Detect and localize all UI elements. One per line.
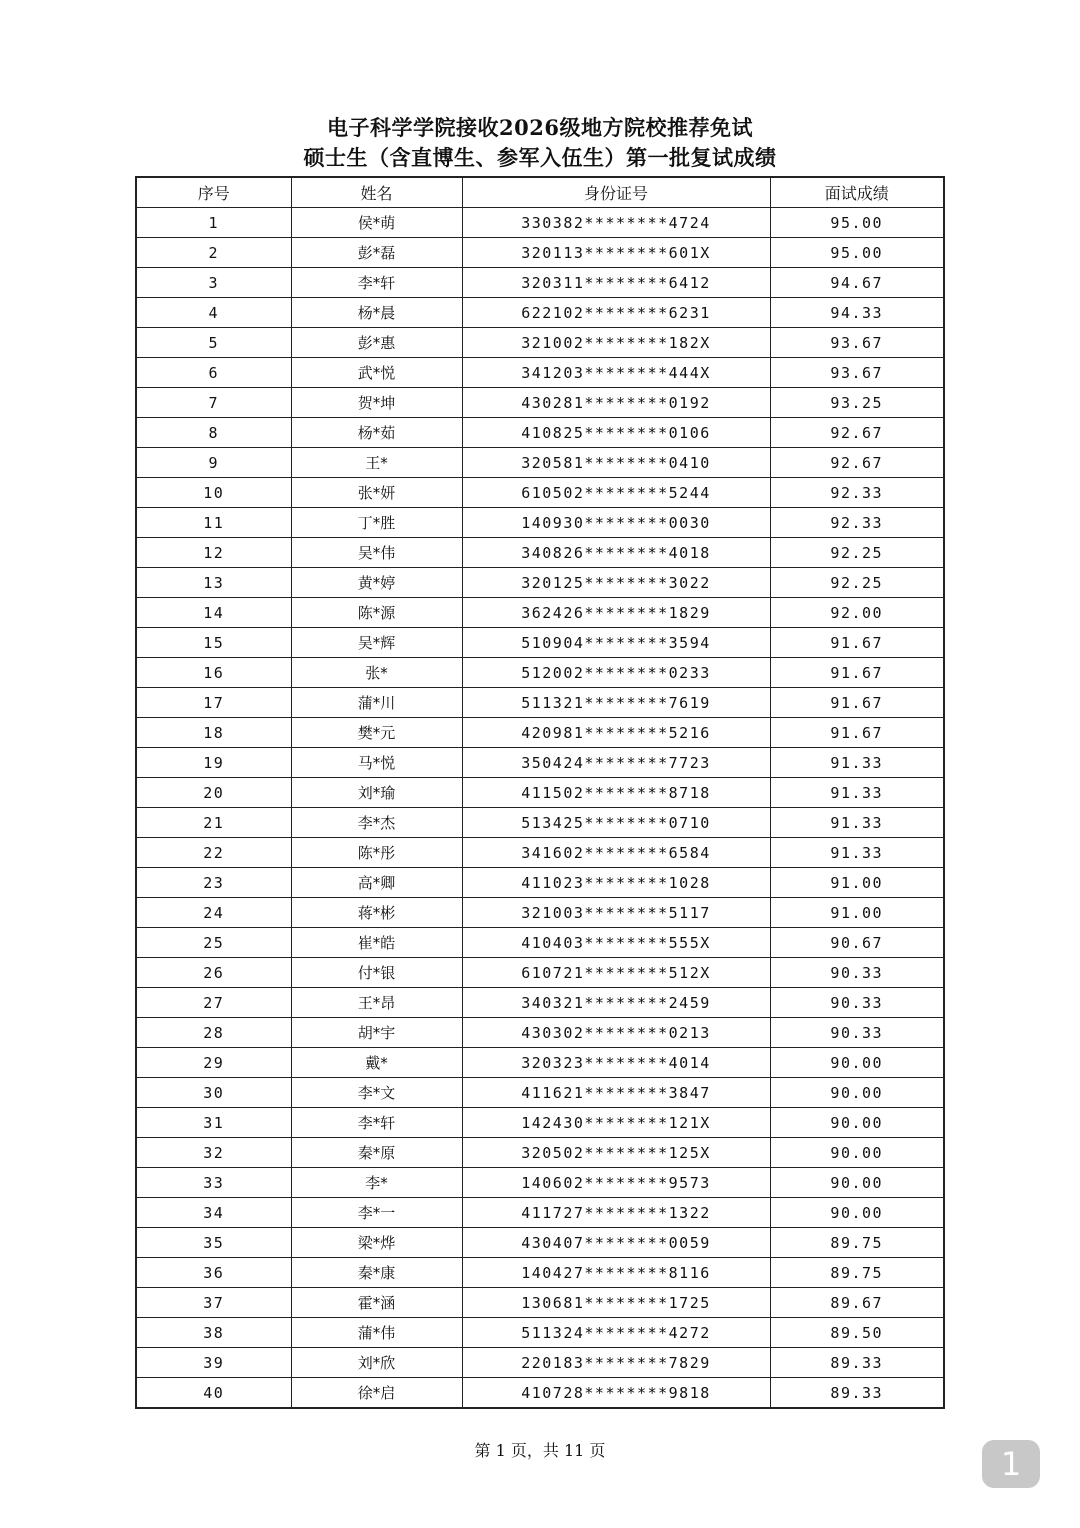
- table-row: [136, 838, 944, 868]
- cell-id-number: 513425********0710: [462, 808, 770, 838]
- document-title-line2: 硕士生（含直博生、参军入伍生）第一批复试成绩: [303, 145, 777, 170]
- cell-id-number: 410825********0106: [462, 418, 770, 448]
- cell-id-number: 430407********0059: [462, 1228, 770, 1258]
- cell-id-number: 430281********0192: [462, 388, 770, 418]
- table-row: [136, 238, 944, 268]
- table-row: [136, 748, 944, 778]
- cell-id-number: 321003********5117: [462, 898, 770, 928]
- cell-name: 贺*坤: [291, 388, 462, 418]
- cell-id-number: 411727********1322: [462, 1198, 770, 1228]
- cell-score: 91.00: [770, 898, 944, 928]
- cell-id-number: 142430********121X: [462, 1108, 770, 1138]
- cell-id-number: 350424********7723: [462, 748, 770, 778]
- header-id-number: 身份证号: [462, 177, 770, 208]
- cell-index: 30: [136, 1078, 291, 1108]
- cell-name: 高*卿: [291, 868, 462, 898]
- table-row: [136, 1258, 944, 1288]
- cell-index: 20: [136, 778, 291, 808]
- cell-name: 秦*原: [291, 1138, 462, 1168]
- cell-id-number: 320113********601X: [462, 238, 770, 268]
- cell-index: 16: [136, 658, 291, 688]
- table-row: [136, 328, 944, 358]
- cell-score: 91.67: [770, 688, 944, 718]
- cell-id-number: 610502********5244: [462, 478, 770, 508]
- cell-index: 21: [136, 808, 291, 838]
- cell-index: 17: [136, 688, 291, 718]
- table-row: [136, 298, 944, 328]
- cell-score: 90.00: [770, 1108, 944, 1138]
- table-row: [136, 808, 944, 838]
- cell-id-number: 411621********3847: [462, 1078, 770, 1108]
- cell-name: 张*: [291, 658, 462, 688]
- table-row: [136, 898, 944, 928]
- cell-index: 26: [136, 958, 291, 988]
- cell-name: 徐*启: [291, 1378, 462, 1409]
- cell-id-number: 511324********4272: [462, 1318, 770, 1348]
- cell-index: 34: [136, 1198, 291, 1228]
- cell-index: 28: [136, 1018, 291, 1048]
- cell-index: 38: [136, 1318, 291, 1348]
- cell-name: 张*妍: [291, 478, 462, 508]
- cell-index: 10: [136, 478, 291, 508]
- cell-name: 李*一: [291, 1198, 462, 1228]
- cell-index: 35: [136, 1228, 291, 1258]
- cell-score: 91.33: [770, 778, 944, 808]
- cell-name: 崔*皓: [291, 928, 462, 958]
- cell-index: 33: [136, 1168, 291, 1198]
- cell-score: 92.25: [770, 568, 944, 598]
- cell-index: 14: [136, 598, 291, 628]
- cell-id-number: 130681********1725: [462, 1288, 770, 1318]
- cell-score: 91.00: [770, 868, 944, 898]
- cell-name: 黄*婷: [291, 568, 462, 598]
- cell-id-number: 140427********8116: [462, 1258, 770, 1288]
- table-row: [136, 1018, 944, 1048]
- table-row: [136, 598, 944, 628]
- cell-score: 91.33: [770, 838, 944, 868]
- table-row: [136, 1108, 944, 1138]
- cell-id-number: 340826********4018: [462, 538, 770, 568]
- cell-name: 李*文: [291, 1078, 462, 1108]
- cell-score: 90.33: [770, 1018, 944, 1048]
- header-name: 姓名: [291, 177, 462, 208]
- cell-index: 40: [136, 1378, 291, 1409]
- cell-id-number: 512002********0233: [462, 658, 770, 688]
- cell-index: 22: [136, 838, 291, 868]
- cell-id-number: 341203********444X: [462, 358, 770, 388]
- cell-score: 90.00: [770, 1198, 944, 1228]
- cell-index: 25: [136, 928, 291, 958]
- score-table: [135, 176, 945, 1409]
- cell-name: 彭*磊: [291, 238, 462, 268]
- table-row: [136, 928, 944, 958]
- table-row: [136, 1288, 944, 1318]
- table-row: [136, 1168, 944, 1198]
- cell-index: 9: [136, 448, 291, 478]
- cell-index: 29: [136, 1048, 291, 1078]
- table-row: [136, 268, 944, 298]
- cell-index: 7: [136, 388, 291, 418]
- cell-name: 胡*宇: [291, 1018, 462, 1048]
- cell-id-number: 610721********512X: [462, 958, 770, 988]
- cell-index: 1: [136, 208, 291, 238]
- cell-score: 91.67: [770, 658, 944, 688]
- cell-id-number: 341602********6584: [462, 838, 770, 868]
- cell-score: 90.00: [770, 1078, 944, 1108]
- cell-score: 93.67: [770, 328, 944, 358]
- table-row: [136, 478, 944, 508]
- cell-score: 90.00: [770, 1138, 944, 1168]
- table-row: [136, 418, 944, 448]
- cell-index: 27: [136, 988, 291, 1018]
- cell-id-number: 320502********125X: [462, 1138, 770, 1168]
- cell-score: 89.50: [770, 1318, 944, 1348]
- cell-index: 12: [136, 538, 291, 568]
- cell-name: 蒲*伟: [291, 1318, 462, 1348]
- cell-id-number: 330382********4724: [462, 208, 770, 238]
- cell-id-number: 622102********6231: [462, 298, 770, 328]
- cell-name: 霍*涵: [291, 1288, 462, 1318]
- table-row: [136, 1348, 944, 1378]
- cell-score: 89.75: [770, 1228, 944, 1258]
- cell-name: 刘*欣: [291, 1348, 462, 1378]
- cell-index: 13: [136, 568, 291, 598]
- cell-score: 90.00: [770, 1168, 944, 1198]
- cell-index: 4: [136, 298, 291, 328]
- cell-index: 36: [136, 1258, 291, 1288]
- cell-name: 樊*元: [291, 718, 462, 748]
- cell-score: 90.67: [770, 928, 944, 958]
- cell-score: 94.67: [770, 268, 944, 298]
- table-row: [136, 538, 944, 568]
- cell-name: 马*悦: [291, 748, 462, 778]
- cell-score: 95.00: [770, 238, 944, 268]
- cell-id-number: 340321********2459: [462, 988, 770, 1018]
- cell-score: 92.33: [770, 478, 944, 508]
- cell-index: 32: [136, 1138, 291, 1168]
- cell-score: 89.75: [770, 1258, 944, 1288]
- table-row: [136, 868, 944, 898]
- table-row: [136, 388, 944, 418]
- table-row: [136, 778, 944, 808]
- cell-name: 吴*辉: [291, 628, 462, 658]
- cell-score: 94.33: [770, 298, 944, 328]
- cell-id-number: 411502********8718: [462, 778, 770, 808]
- cell-score: 92.00: [770, 598, 944, 628]
- cell-score: 92.25: [770, 538, 944, 568]
- cell-score: 91.33: [770, 808, 944, 838]
- cell-id-number: 321002********182X: [462, 328, 770, 358]
- table-row: [136, 958, 944, 988]
- table-row: [136, 988, 944, 1018]
- header-index: 序号: [136, 177, 291, 208]
- cell-id-number: 320581********0410: [462, 448, 770, 478]
- cell-id-number: 140602********9573: [462, 1168, 770, 1198]
- cell-name: 吴*伟: [291, 538, 462, 568]
- cell-index: 6: [136, 358, 291, 388]
- table-header-row: [136, 177, 944, 208]
- cell-score: 91.33: [770, 748, 944, 778]
- table-row: [136, 658, 944, 688]
- cell-id-number: 220183********7829: [462, 1348, 770, 1378]
- cell-index: 15: [136, 628, 291, 658]
- cell-index: 8: [136, 418, 291, 448]
- cell-index: 31: [136, 1108, 291, 1138]
- cell-name: 陈*源: [291, 598, 462, 628]
- cell-index: 11: [136, 508, 291, 538]
- cell-id-number: 511321********7619: [462, 688, 770, 718]
- cell-name: 秦*康: [291, 1258, 462, 1288]
- cell-id-number: 420981********5216: [462, 718, 770, 748]
- cell-name: 王*: [291, 448, 462, 478]
- page-footer: 第 1 页，共 11 页: [474, 1441, 606, 1460]
- cell-id-number: 411023********1028: [462, 868, 770, 898]
- cell-index: 18: [136, 718, 291, 748]
- cell-name: 李*轩: [291, 268, 462, 298]
- cell-score: 89.33: [770, 1378, 944, 1409]
- header-interview-score: 面试成绩: [770, 177, 944, 208]
- cell-id-number: 320323********4014: [462, 1048, 770, 1078]
- cell-name: 丁*胜: [291, 508, 462, 538]
- cell-name: 戴*: [291, 1048, 462, 1078]
- cell-score: 90.33: [770, 958, 944, 988]
- table-row: [136, 508, 944, 538]
- cell-name: 杨*茹: [291, 418, 462, 448]
- cell-name: 侯*萌: [291, 208, 462, 238]
- cell-id-number: 510904********3594: [462, 628, 770, 658]
- cell-name: 蒲*川: [291, 688, 462, 718]
- page-number-badge[interactable]: 1: [982, 1440, 1040, 1488]
- cell-name: 杨*晨: [291, 298, 462, 328]
- cell-name: 武*悦: [291, 358, 462, 388]
- cell-id-number: 140930********0030: [462, 508, 770, 538]
- table-row: [136, 718, 944, 748]
- cell-score: 90.33: [770, 988, 944, 1018]
- cell-index: 5: [136, 328, 291, 358]
- cell-score: 91.67: [770, 718, 944, 748]
- cell-score: 89.67: [770, 1288, 944, 1318]
- cell-id-number: 320311********6412: [462, 268, 770, 298]
- cell-name: 彭*惠: [291, 328, 462, 358]
- cell-name: 李*: [291, 1168, 462, 1198]
- table-row: [136, 358, 944, 388]
- cell-name: 蒋*彬: [291, 898, 462, 928]
- cell-name: 刘*瑜: [291, 778, 462, 808]
- table-row: [136, 628, 944, 658]
- table-row: [136, 448, 944, 478]
- cell-id-number: 410728********9818: [462, 1378, 770, 1409]
- table-body: [136, 208, 944, 1409]
- table-row: [136, 1078, 944, 1108]
- cell-name: 李*杰: [291, 808, 462, 838]
- cell-index: 19: [136, 748, 291, 778]
- cell-index: 24: [136, 898, 291, 928]
- cell-score: 89.33: [770, 1348, 944, 1378]
- cell-score: 92.67: [770, 418, 944, 448]
- cell-index: 2: [136, 238, 291, 268]
- cell-score: 93.67: [770, 358, 944, 388]
- cell-score: 92.33: [770, 508, 944, 538]
- cell-score: 93.25: [770, 388, 944, 418]
- cell-name: 李*轩: [291, 1108, 462, 1138]
- cell-score: 92.67: [770, 448, 944, 478]
- document-title-line1: 电子科学学院接收2026级地方院校推荐免试: [327, 115, 753, 140]
- cell-index: 39: [136, 1348, 291, 1378]
- cell-id-number: 320125********3022: [462, 568, 770, 598]
- cell-id-number: 430302********0213: [462, 1018, 770, 1048]
- cell-score: 95.00: [770, 208, 944, 238]
- table-row: [136, 208, 944, 238]
- table-row: [136, 688, 944, 718]
- table-row: [136, 1228, 944, 1258]
- cell-index: 23: [136, 868, 291, 898]
- table-row: [136, 1138, 944, 1168]
- cell-index: 3: [136, 268, 291, 298]
- cell-name: 梁*烨: [291, 1228, 462, 1258]
- cell-name: 王*昂: [291, 988, 462, 1018]
- table-row: [136, 568, 944, 598]
- cell-id-number: 410403********555X: [462, 928, 770, 958]
- cell-index: 37: [136, 1288, 291, 1318]
- table-row: [136, 1048, 944, 1078]
- cell-score: 91.67: [770, 628, 944, 658]
- cell-score: 90.00: [770, 1048, 944, 1078]
- cell-name: 付*银: [291, 958, 462, 988]
- table-row: [136, 1198, 944, 1228]
- cell-id-number: 362426********1829: [462, 598, 770, 628]
- cell-name: 陈*彤: [291, 838, 462, 868]
- table-row: [136, 1318, 944, 1348]
- table-row: [136, 1378, 944, 1409]
